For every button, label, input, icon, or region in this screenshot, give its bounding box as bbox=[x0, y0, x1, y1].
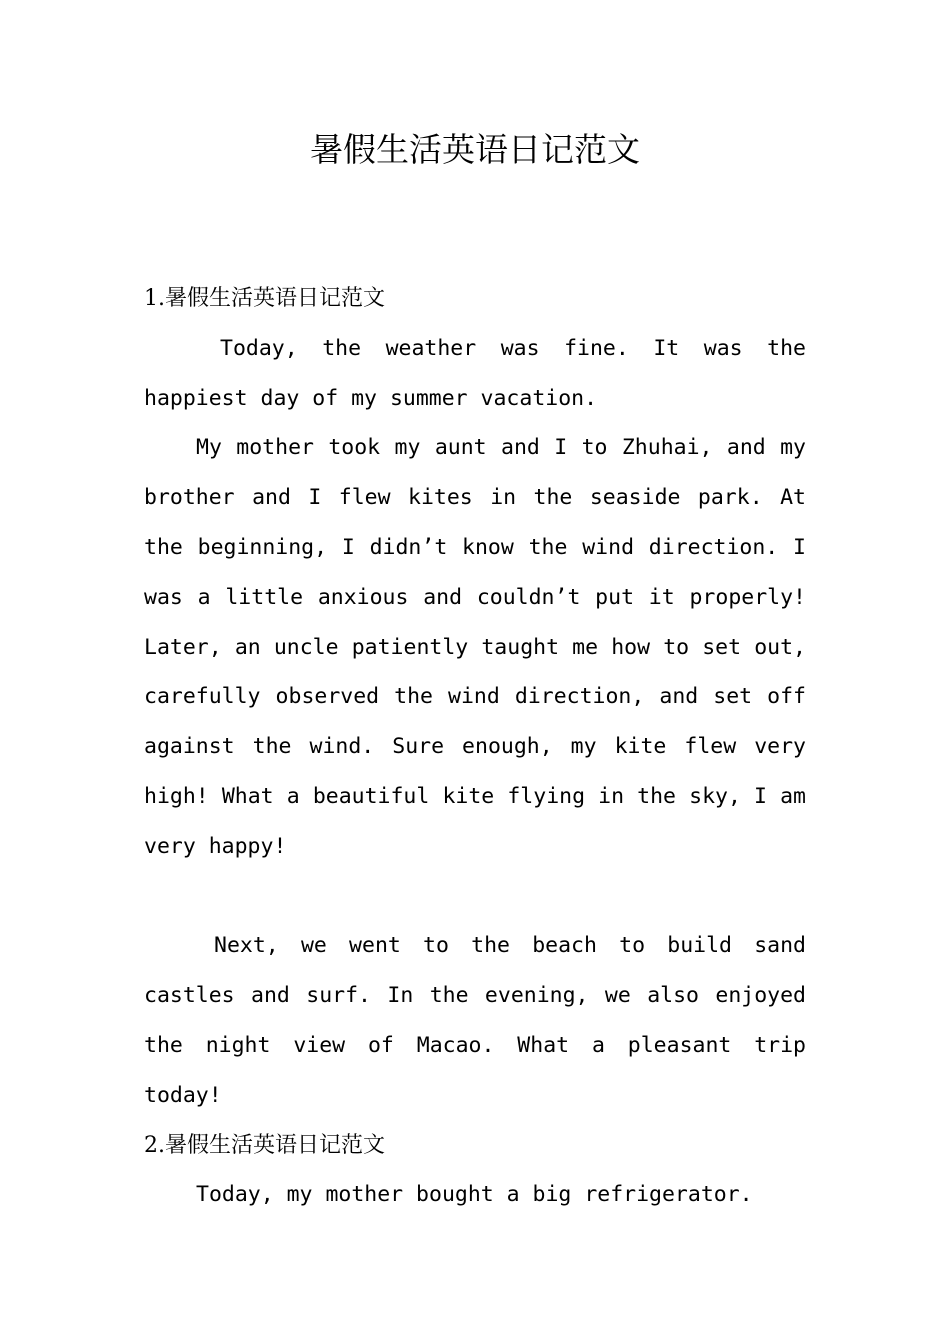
paragraph: Today, the weather was fine. It was the happiest day of my summer vacation. bbox=[144, 335, 806, 411]
paragraph: Next, we went to the beach to build sand castles and surf. In the evening, we also enjoyed the night view of Macao. What a pleasant trip today! bbox=[144, 933, 806, 1108]
blank-line bbox=[144, 872, 806, 922]
paragraph: Today, my mother bought a big refrigerator. bbox=[196, 1182, 753, 1208]
document-body bbox=[144, 274, 806, 1220]
section-heading-2: 2.暑假生活英语日记范文 bbox=[144, 1132, 385, 1158]
section-heading-1: 1.暑假生活英语日记范文 bbox=[144, 286, 385, 311]
document-title: 暑假生活英语日记范文 bbox=[310, 130, 640, 169]
paragraph: My mother took my aunt and I to Zhuhai, and my brother and I flew kites in the seaside park. At the beginning, I didn’t know the wind direction. I was a little anxious and couldn’t put it properly! Later, an uncle patiently taught me how to set out, carefully observed the wind direction, and set off against the wind. Sure enough, my kite flew very high! What a beautiful kite flying in the sky, I am very happy! bbox=[144, 435, 806, 859]
